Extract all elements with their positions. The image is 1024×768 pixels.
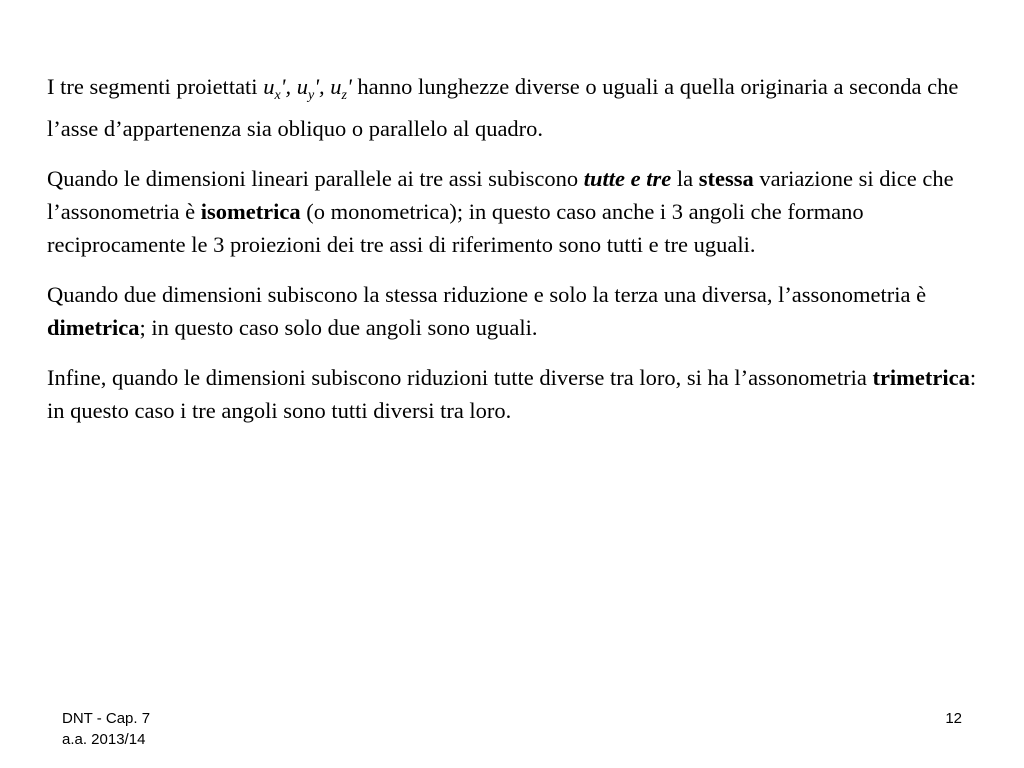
footer-academic-year: a.a. 2013/14 (62, 731, 146, 748)
slide-body (47, 70, 987, 444)
slide-number: 12 (945, 710, 962, 727)
paragraph-projected-segments: I tre segmenti proiettati $u_x'$, $u_y'$, $u_z'$ hanno lunghezze diverse o uguali a quella originaria a seconda che l’asse d’appartenenza sia obliquo o parallelo al quadro. (47, 74, 959, 141)
paragraph-isometric: Quando le dimensioni lineari parallele ai tre assi subiscono tutte e tre la stessa variazione si dice che l’assonometria è isometrica (o monometrica); in questo caso anche i 3 angoli che formano reciprocamente le 3 proiezioni dei tre assi di riferimento sono tutti e tre uguali. (47, 166, 954, 257)
footer-course-info (62, 708, 150, 750)
bold-trimetrica: trimetrica (872, 365, 970, 390)
emphasis-tutte-e-tre: tutte e tre (583, 166, 672, 191)
bold-isometrica: isometrica (200, 199, 301, 224)
paragraph-dimetric: Quando due dimensioni subiscono la stessa riduzione e solo la terza una diversa, l’assonometria è dimetrica; in questo caso solo due angoli sono uguali. (47, 282, 927, 340)
footer-course: DNT - Cap. 7 (62, 710, 151, 727)
paragraph-trimetric: Infine, quando le dimensioni subiscono riduzioni tutte diverse tra loro, si ha l’assonometria trimetrica: in questo caso i tre angoli sono tutti diversi tra loro. (47, 365, 977, 423)
symbol-uz: $u_z'$ (330, 74, 352, 103)
bold-stessa: stessa (698, 166, 754, 191)
bold-dimetrica: dimetrica (47, 315, 140, 340)
symbol-uy: $u_y'$, (296, 74, 331, 103)
symbol-ux: $u_x'$, (263, 74, 297, 103)
